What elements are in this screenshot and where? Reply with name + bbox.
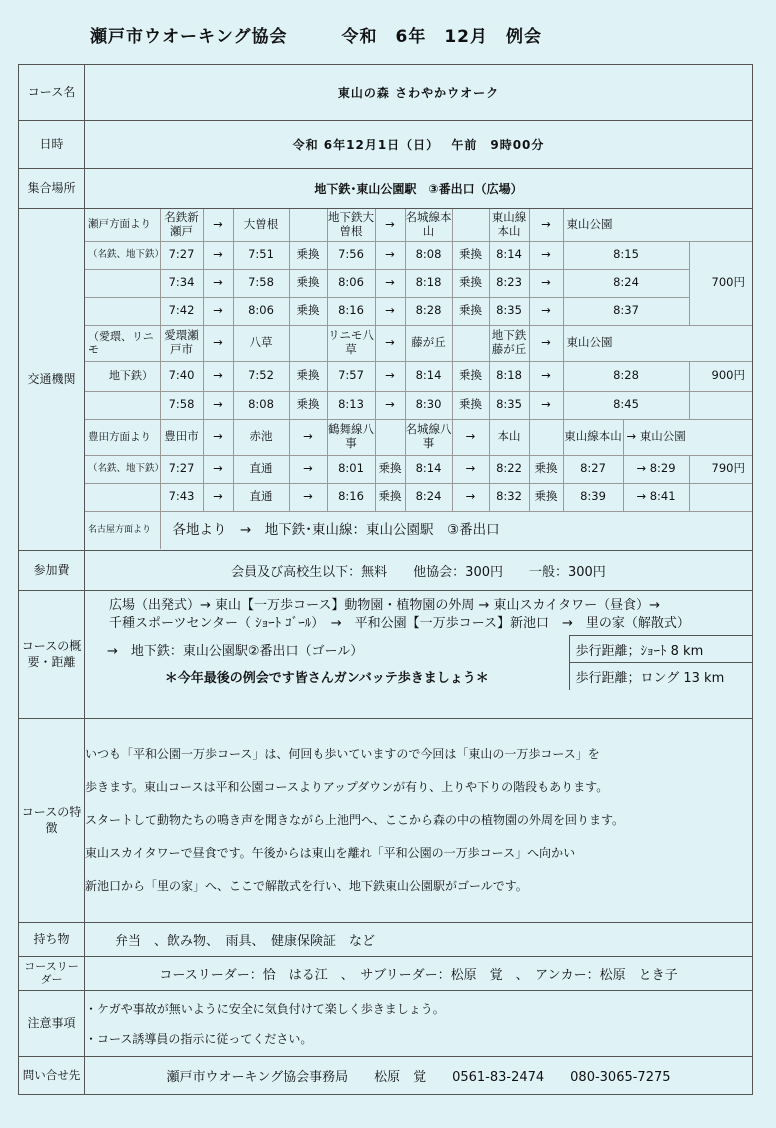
- cautions: [85, 991, 753, 1057]
- time-cell: 8:08: [405, 241, 452, 269]
- feature-line: スタートして動物たちの鳴き声を聞きながら上池門へ、ここから森の中の植物園の外周を回ります。: [85, 813, 625, 827]
- blank-cell: [689, 483, 753, 511]
- arrow-cell: →: [375, 297, 405, 325]
- arrow-cell: →: [529, 297, 563, 325]
- row-course: [19, 65, 753, 121]
- station-cell: 地下鉄藤が丘: [489, 325, 529, 361]
- label-contact: 問い合せ先: [19, 1057, 85, 1095]
- course-name: 東山の森 さわやかウオーク: [85, 65, 753, 121]
- blank-cell: [85, 391, 160, 419]
- station-cell: 名城線八事: [405, 419, 452, 455]
- overview-line-2: 千種スポーツセンター（ ｼｮｰﾄ ｺﾞｰﾙ） → 平和公園【一万歩コース】新池口 → 里の家（解散式）: [109, 616, 690, 632]
- aikan-label: （愛環、リニモ: [85, 325, 160, 361]
- row-leader: [19, 957, 753, 991]
- header-date: 令和 6年 12月 例会: [341, 27, 542, 47]
- header-org: 瀬戸市ウオーキング協会: [90, 27, 288, 47]
- time-cell: 8:24: [563, 269, 689, 297]
- meeting-place: 地下鉄･東山公園駅 ③番出口（広場）: [85, 169, 753, 209]
- arrow-cell: →: [203, 391, 233, 419]
- station-cell: [289, 209, 327, 241]
- caution-line: ・ケガや事故が無いように安全に気負付けて楽しく歩きましょう。: [85, 1001, 445, 1016]
- aikan-sub: 地下鉄）: [85, 361, 160, 391]
- arrow-cell: →: [203, 361, 233, 391]
- arrow-cell: →: [375, 209, 405, 241]
- time-cell: 7:43: [160, 483, 203, 511]
- arrow-cell: →: [203, 455, 233, 483]
- fee: 会員及び高校生以下：無料 他協会：300円 一般：300円: [85, 551, 753, 591]
- arrow-cell: →: [529, 269, 563, 297]
- arrow-cell: →: [203, 209, 233, 241]
- time-cell: 7:27: [160, 241, 203, 269]
- contact: 瀬戸市ウオーキング協会事務局 松原 覚 0561-83-2474 080-3065-7275: [85, 1057, 753, 1095]
- arrow-cell: →: [289, 455, 327, 483]
- label-overview: コースの概要・距離: [19, 591, 85, 719]
- arrow-cell: →: [529, 241, 563, 269]
- transfer-cell: 乗換: [529, 455, 563, 483]
- schedule-table: [85, 209, 753, 549]
- overview-line-1: 広場（出発式）→ 東山【一万歩コース】動物園・植物園の外周 → 東山スカイタワー（昼食）→: [109, 598, 661, 613]
- time-cell: 8:01: [327, 455, 375, 483]
- time-cell: 8:15: [563, 241, 689, 269]
- arrow-cell: →: [289, 483, 327, 511]
- seto-sub: （名鉄、地下鉄）: [85, 241, 160, 269]
- arrow-cell: →: [452, 483, 489, 511]
- toyota-row: [85, 455, 753, 483]
- transfer-cell: 乗換: [452, 391, 489, 419]
- station-cell: [529, 419, 563, 455]
- time-cell: 8:35: [489, 391, 529, 419]
- seto-row: [85, 297, 753, 325]
- arrow-cell: →: [203, 419, 233, 455]
- row-cautions: [19, 991, 753, 1057]
- arrow-cell: →: [375, 325, 405, 361]
- time-cell: 8:27: [563, 455, 623, 483]
- transfer-cell: 乗換: [452, 297, 489, 325]
- time-cell: 8:14: [489, 241, 529, 269]
- station-cell: 名鉄新瀬戸: [160, 209, 203, 241]
- feature-line: 東山スカイタワーで昼食です。午後からは東山を離れ「平和公園の一万歩コース」へ向かい: [85, 846, 576, 860]
- transfer-cell: 乗換: [289, 269, 327, 297]
- time-cell: 8:13: [327, 391, 375, 419]
- time-cell: 7:42: [160, 297, 203, 325]
- blank-cell: [85, 269, 160, 297]
- event-table: [18, 64, 753, 1095]
- station-cell: 東山公園: [563, 209, 753, 241]
- seto-label: 瀬戸方面より: [85, 209, 160, 241]
- transfer-cell: 乗換: [289, 361, 327, 391]
- row-fee: [19, 551, 753, 591]
- overview-line-3: → 地下鉄：東山公園駅②番出口（ゴール）: [107, 643, 364, 659]
- transfer-cell: 乗換: [375, 483, 405, 511]
- time-cell: 7:57: [327, 361, 375, 391]
- label-course: コース名: [19, 65, 85, 121]
- distance-short: 歩行距離；ｼｮｰﾄ 8 km: [569, 636, 753, 663]
- time-cell: 8:14: [405, 361, 452, 391]
- label-fee: 参加費: [19, 551, 85, 591]
- arrow-cell: →: [203, 483, 233, 511]
- distance-long: 歩行距離；ロング 13 km: [569, 663, 753, 690]
- label-leader: コースリーダー: [19, 957, 85, 991]
- arrow-cell: →: [529, 361, 563, 391]
- arrow-cell: →: [375, 241, 405, 269]
- station-cell: [452, 209, 489, 241]
- blank-cell: [689, 391, 753, 419]
- time-cell: 8:39: [563, 483, 623, 511]
- transfer-cell: 乗換: [452, 241, 489, 269]
- seto-fare: 700円: [689, 241, 753, 325]
- station-cell: リニモ八草: [327, 325, 375, 361]
- aikan-row: [85, 361, 753, 391]
- arrow-cell: →: [375, 269, 405, 297]
- time-cell: 8:22: [489, 455, 529, 483]
- arrow-cell: →: [203, 297, 233, 325]
- station-cell: [452, 325, 489, 361]
- arrow-cell: →: [452, 455, 489, 483]
- time-cell: 7:52: [233, 361, 289, 391]
- arrow-cell: →: [289, 419, 327, 455]
- arrow-cell: →: [529, 209, 563, 241]
- station-cell: [375, 419, 405, 455]
- time-cell: 8:37: [563, 297, 689, 325]
- leader: コースリーダー：恰 はる江 、 サブリーダー：松原 覚 、 アンカー：松原 とき子: [85, 957, 753, 991]
- arrow-cell: →: [529, 391, 563, 419]
- time-cell: 7:58: [160, 391, 203, 419]
- time-cell: 7:34: [160, 269, 203, 297]
- station-cell: 豊田市: [160, 419, 203, 455]
- arrow-cell: →: [203, 241, 233, 269]
- nagoya-route: 各地より → 地下鉄･東山線：東山公園駅 ③番出口: [160, 511, 753, 549]
- time-cell: 8:23: [489, 269, 529, 297]
- time-cell: 8:16: [327, 483, 375, 511]
- time-cell: → 8:41: [623, 483, 689, 511]
- label-cautions: 注意事項: [19, 991, 85, 1057]
- time-cell: 8:24: [405, 483, 452, 511]
- time-cell: 直通: [233, 483, 289, 511]
- time-cell: 8:35: [489, 297, 529, 325]
- toyota-stations: [85, 419, 753, 455]
- transfer-cell: 乗換: [529, 483, 563, 511]
- transfer-cell: 乗換: [452, 361, 489, 391]
- label-items: 持ち物: [19, 923, 85, 957]
- row-meeting: [19, 169, 753, 209]
- feature-line: 新池口から「里の家」へ、ここで解散式を行い、地下鉄東山公園駅がゴールです。: [85, 879, 528, 893]
- blank-cell: [85, 483, 160, 511]
- page-header: [90, 22, 542, 47]
- toyota-row: [85, 483, 753, 511]
- station-cell: 東山線本山: [489, 209, 529, 241]
- features-text: [85, 719, 753, 923]
- arrow-cell: →: [203, 325, 233, 361]
- station-cell: 地下鉄大曽根: [327, 209, 375, 241]
- time-cell: 8:08: [233, 391, 289, 419]
- time-cell: 8:06: [327, 269, 375, 297]
- transfer-cell: 乗換: [289, 297, 327, 325]
- overview-route: [85, 591, 752, 635]
- label-features: コースの特徴: [19, 719, 85, 923]
- station-cell: → 東山公園: [623, 419, 753, 455]
- arrow-cell: →: [529, 325, 563, 361]
- station-cell: 八草: [233, 325, 289, 361]
- row-overview: [19, 591, 753, 719]
- time-cell: 8:14: [405, 455, 452, 483]
- station-cell: 名城線本山: [405, 209, 452, 241]
- label-meeting: 集合場所: [19, 169, 85, 209]
- nagoya-label: 名古屋方面より: [85, 511, 160, 549]
- station-cell: 藤が丘: [405, 325, 452, 361]
- feature-line: いつも「平和公園一万歩コース」は、何回も歩いていますので今回は「東山の一万歩コース」を: [85, 747, 600, 761]
- station-cell: 東山線本山: [563, 419, 623, 455]
- label-datetime: 日時: [19, 121, 85, 169]
- time-cell: 8:16: [327, 297, 375, 325]
- datetime: 令和 6年12月1日（日） 午前 9時00分: [85, 121, 753, 169]
- time-cell: 7:58: [233, 269, 289, 297]
- seto-stations: [85, 209, 753, 241]
- arrow-cell: →: [452, 419, 489, 455]
- arrow-cell: →: [203, 269, 233, 297]
- toyota-sub: （名鉄、地下鉄）: [85, 455, 160, 483]
- transfer-cell: 乗換: [289, 391, 327, 419]
- time-cell: 8:18: [489, 361, 529, 391]
- transfer-cell: 乗換: [375, 455, 405, 483]
- label-transport: 交通機関: [19, 209, 85, 551]
- station-cell: 鶴舞線八事: [327, 419, 375, 455]
- overview-slogan: ＊今年最後の例会です皆さんガンバッテ歩きましょう＊: [164, 670, 489, 686]
- overview-sub: [85, 635, 753, 690]
- nagoya-row: [85, 511, 753, 549]
- time-cell: 8:06: [233, 297, 289, 325]
- station-cell: 東山公園: [563, 325, 753, 361]
- row-contact: [19, 1057, 753, 1095]
- time-cell: 7:40: [160, 361, 203, 391]
- station-cell: 本山: [489, 419, 529, 455]
- toyota-label: 豊田方面より: [85, 419, 160, 455]
- time-cell: 7:27: [160, 455, 203, 483]
- time-cell: 8:18: [405, 269, 452, 297]
- time-cell: 8:45: [563, 391, 689, 419]
- aikan-stations: [85, 325, 753, 361]
- blank-cell: [85, 297, 160, 325]
- station-cell: 大曽根: [233, 209, 289, 241]
- station-cell: [289, 325, 327, 361]
- toyota-fare: 790円: [689, 455, 753, 483]
- row-items: [19, 923, 753, 957]
- transfer-cell: 乗換: [452, 269, 489, 297]
- seto-row: [85, 269, 753, 297]
- items: 弁当 、飲み物、 雨具、 健康保険証 など: [85, 923, 753, 957]
- time-cell: 8:32: [489, 483, 529, 511]
- row-features: [19, 719, 753, 923]
- row-transport: [19, 209, 753, 551]
- time-cell: 8:30: [405, 391, 452, 419]
- row-datetime: [19, 121, 753, 169]
- time-cell: 直通: [233, 455, 289, 483]
- time-cell: 8:28: [563, 361, 689, 391]
- seto-row: [85, 241, 753, 269]
- aikan-row: [85, 391, 753, 419]
- time-cell: → 8:29: [623, 455, 689, 483]
- time-cell: 7:51: [233, 241, 289, 269]
- feature-line: 歩きます。東山コースは平和公園コースよりアップダウンが有り、上りや下りの階段もあります。: [85, 780, 609, 794]
- time-cell: 8:28: [405, 297, 452, 325]
- arrow-cell: →: [375, 391, 405, 419]
- caution-line: ・コース誘導員の指示に従ってください。: [85, 1031, 313, 1046]
- arrow-cell: →: [375, 361, 405, 391]
- station-cell: 愛環瀬戸市: [160, 325, 203, 361]
- transfer-cell: 乗換: [289, 241, 327, 269]
- time-cell: 7:56: [327, 241, 375, 269]
- aikan-fare: 900円: [689, 361, 753, 391]
- station-cell: 赤池: [233, 419, 289, 455]
